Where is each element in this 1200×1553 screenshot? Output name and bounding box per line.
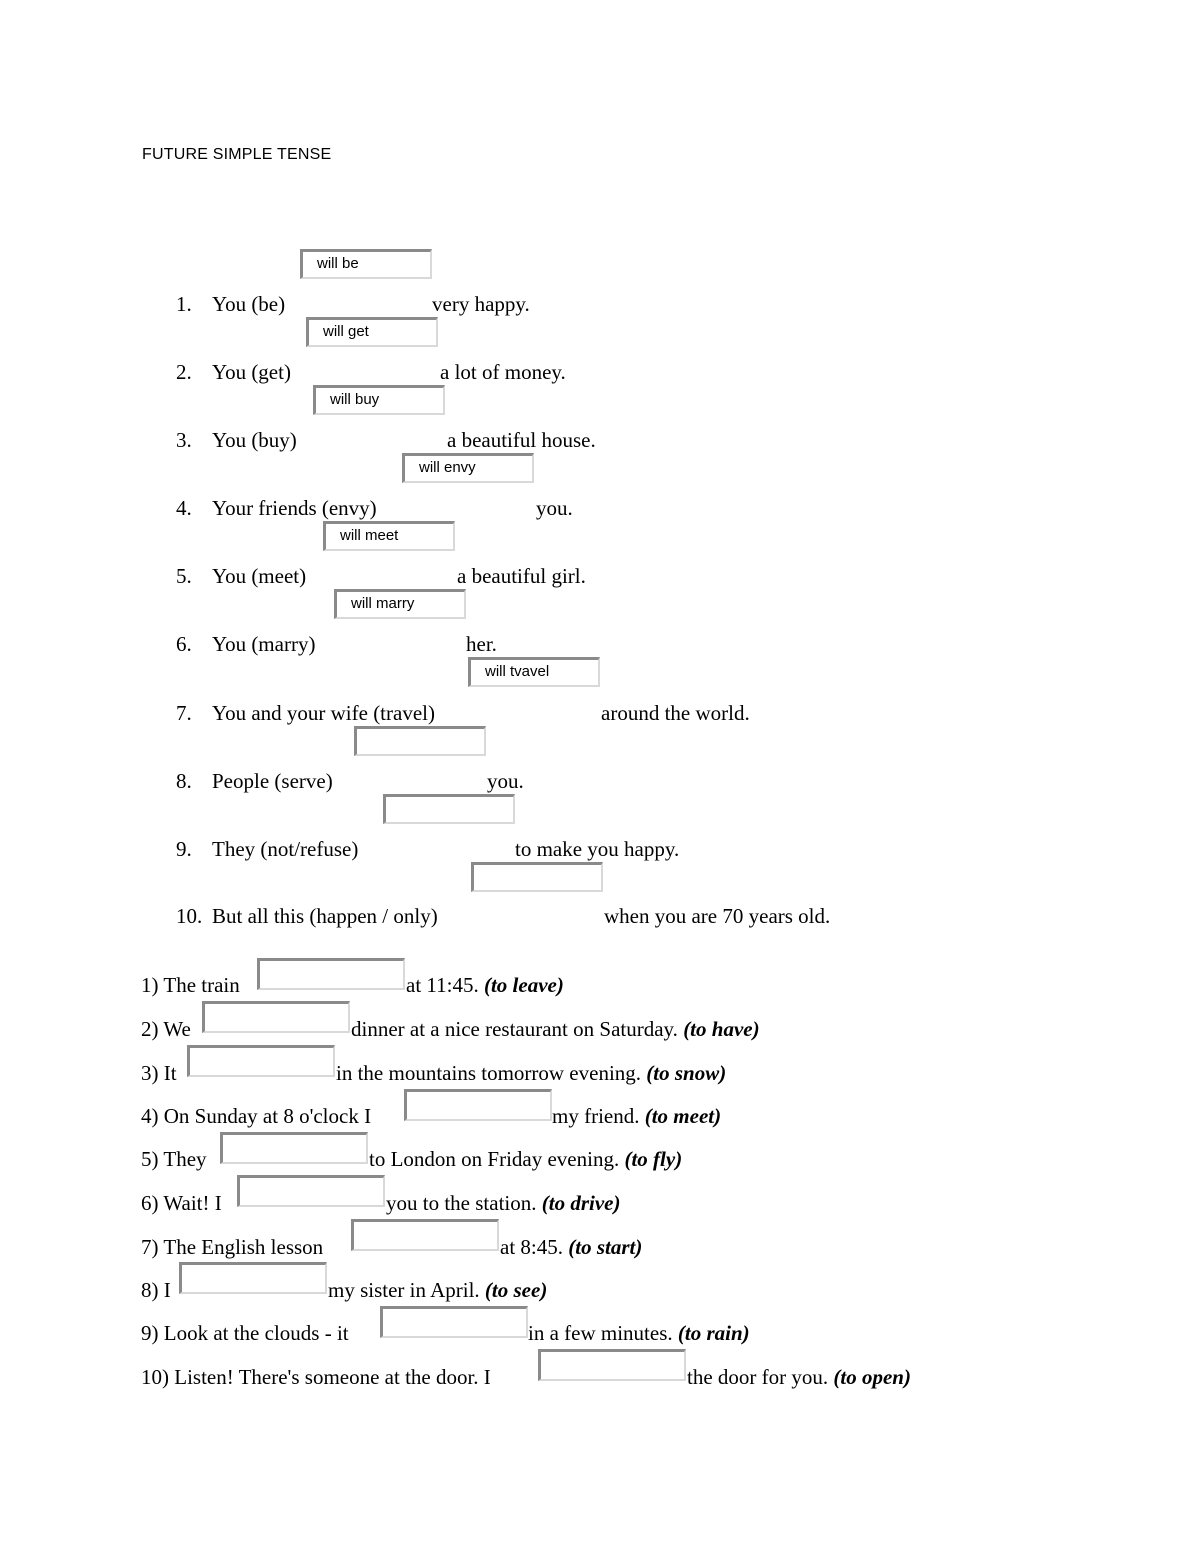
item-number: 1. xyxy=(176,292,192,316)
verb-hint: (to fly) xyxy=(624,1147,683,1171)
item-number: 6. xyxy=(176,632,192,656)
sentence-end-text: my friend. xyxy=(552,1104,645,1128)
answer-field[interactable] xyxy=(351,1219,499,1251)
verb-hint: (to have) xyxy=(683,1017,760,1041)
item-prompt: Your friends (envy) xyxy=(212,496,377,520)
sentence-end xyxy=(369,1147,682,1171)
sentence-end xyxy=(552,1104,721,1128)
item-number: 9. xyxy=(176,837,192,861)
answer-field[interactable] xyxy=(404,1089,552,1121)
answer-field[interactable] xyxy=(257,958,405,990)
item-continuation: her. xyxy=(466,632,497,656)
item-continuation: you. xyxy=(487,769,524,793)
answer-field[interactable]: will marry xyxy=(334,589,466,619)
answer-field[interactable] xyxy=(471,862,603,892)
item-prompt: You (be) xyxy=(212,292,286,316)
answer-field[interactable]: will tvavel xyxy=(468,657,600,687)
sentence-end-text: the door for you. xyxy=(687,1365,834,1389)
answer-field[interactable] xyxy=(538,1349,686,1381)
item-number: 5. xyxy=(176,564,192,588)
sentence-end-text: in a few minutes. xyxy=(528,1321,678,1345)
verb-hint: (to start) xyxy=(568,1235,643,1259)
answer-field[interactable] xyxy=(380,1306,528,1338)
answer-field[interactable] xyxy=(202,1001,350,1033)
answer-field[interactable]: will get xyxy=(306,317,438,347)
verb-hint: (to open) xyxy=(833,1365,911,1389)
answer-field[interactable] xyxy=(383,794,515,824)
sentence-end xyxy=(500,1235,642,1259)
item-continuation: when you are 70 years old. xyxy=(604,904,831,928)
sentence-start: 9) Look at the clouds - it xyxy=(141,1321,349,1345)
answer-field[interactable] xyxy=(187,1045,335,1077)
item-prompt: You (marry) xyxy=(212,632,316,656)
answer-field[interactable]: will meet xyxy=(323,521,455,551)
item-number: 3. xyxy=(176,428,192,452)
page-title: FUTURE SIMPLE TENSE xyxy=(142,146,332,163)
answer-field[interactable] xyxy=(237,1175,385,1207)
sentence-end-text: at 11:45. xyxy=(406,973,484,997)
answer-field[interactable] xyxy=(179,1262,327,1294)
sentence-start: 10) Listen! There's someone at the door. I xyxy=(141,1365,491,1389)
item-prompt: They (not/refuse) xyxy=(212,837,359,861)
sentence-start: 8) I xyxy=(141,1278,171,1302)
verb-hint: (to snow) xyxy=(646,1061,727,1085)
verb-hint: (to leave) xyxy=(483,973,564,997)
sentence-end xyxy=(386,1191,620,1215)
verb-hint: (to rain) xyxy=(677,1321,750,1345)
answer-field[interactable] xyxy=(220,1132,368,1164)
item-continuation: a beautiful girl. xyxy=(457,564,586,588)
sentence-end xyxy=(528,1321,750,1345)
verb-hint: (to meet) xyxy=(644,1104,722,1128)
sentence-start: 6) Wait! I xyxy=(141,1191,222,1215)
item-continuation: a lot of money. xyxy=(440,360,566,384)
answer-field[interactable]: will envy xyxy=(402,453,534,483)
sentence-end xyxy=(336,1061,726,1085)
item-prompt: You (get) xyxy=(212,360,291,384)
item-prompt: People (serve) xyxy=(212,769,333,793)
sentence-end xyxy=(351,1017,760,1041)
item-prompt: You and your wife (travel) xyxy=(212,701,435,725)
sentence-end-text: you to the station. xyxy=(386,1191,542,1215)
item-prompt: But all this (happen / only) xyxy=(212,904,438,928)
sentence-end-text: to London on Friday evening. xyxy=(369,1147,625,1171)
sentence-end xyxy=(406,973,564,997)
sentence-end-text: dinner at a nice restaurant on Saturday. xyxy=(351,1017,684,1041)
item-number: 2. xyxy=(176,360,192,384)
sentence-end xyxy=(328,1278,547,1302)
item-number: 4. xyxy=(176,496,192,520)
sentence-end xyxy=(687,1365,911,1389)
sentence-end-text: my sister in April. xyxy=(328,1278,485,1302)
answer-field[interactable] xyxy=(354,726,486,756)
sentence-end-text: in the mountains tomorrow evening. xyxy=(336,1061,647,1085)
sentence-start: 2) We xyxy=(141,1017,191,1041)
sentence-start: 3) It xyxy=(141,1061,177,1085)
verb-hint: (to see) xyxy=(484,1278,548,1302)
sentence-start: 7) The English lesson xyxy=(141,1235,324,1259)
verb-hint: (to drive) xyxy=(541,1191,621,1215)
answer-field[interactable]: will buy xyxy=(313,385,445,415)
sentence-end-text: at 8:45. xyxy=(500,1235,569,1259)
item-prompt: You (buy) xyxy=(212,428,297,452)
item-continuation: very happy. xyxy=(432,292,530,316)
item-continuation: you. xyxy=(536,496,573,520)
item-number: 10. xyxy=(176,904,203,928)
item-continuation: around the world. xyxy=(601,701,750,725)
item-number: 8. xyxy=(176,769,192,793)
sentence-start: 5) They xyxy=(141,1147,207,1171)
sentence-start: 1) The train xyxy=(141,973,240,997)
item-number: 7. xyxy=(176,701,192,725)
sentence-start: 4) On Sunday at 8 o'clock I xyxy=(141,1104,372,1128)
item-continuation: to make you happy. xyxy=(515,837,680,861)
item-continuation: a beautiful house. xyxy=(447,428,596,452)
item-prompt: You (meet) xyxy=(212,564,307,588)
answer-field[interactable]: will be xyxy=(300,249,432,279)
